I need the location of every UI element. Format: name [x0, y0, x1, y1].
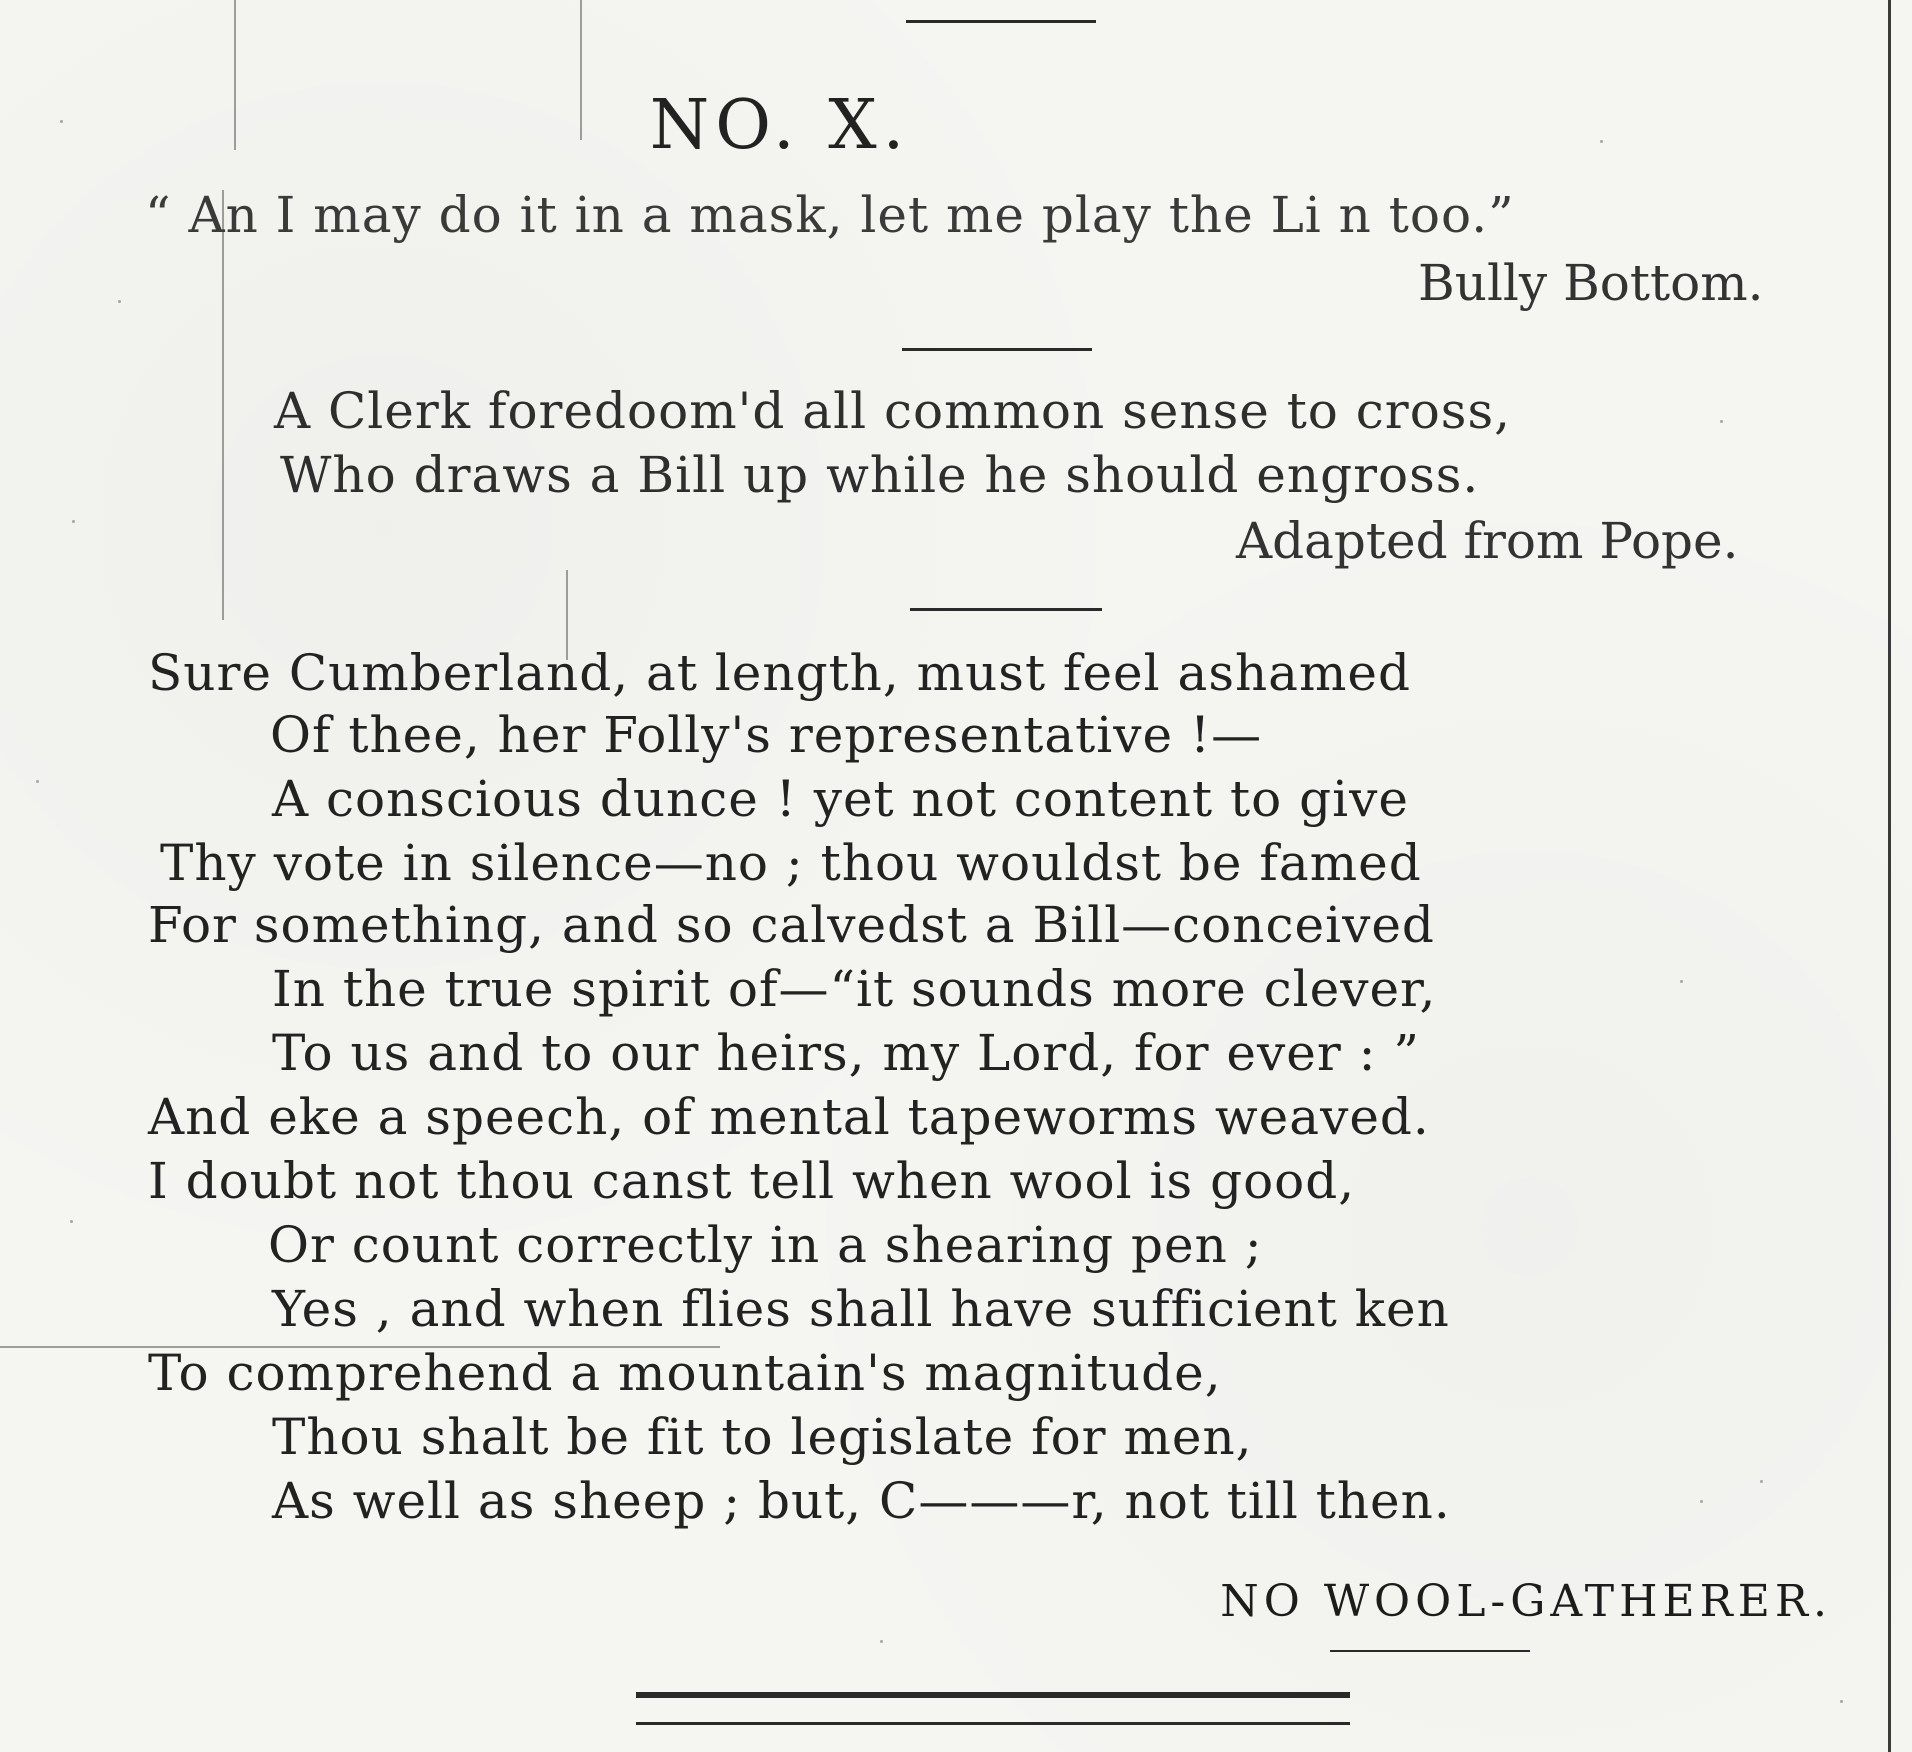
poem-line: Yes , and when flies shall have sufficient ken — [272, 1280, 1450, 1338]
print-speck — [118, 300, 121, 303]
page-title: NO. X. — [649, 86, 911, 165]
poem-line: Sure Cumberland, at length, must feel ashamed — [148, 644, 1411, 702]
print-speck — [1840, 1700, 1843, 1703]
print-speck — [1700, 1500, 1703, 1503]
print-speck — [880, 1640, 883, 1643]
print-speck — [60, 120, 63, 123]
print-speck — [1680, 980, 1683, 983]
poem-line: To us and to our heirs, my Lord, for ever : ” — [272, 1024, 1420, 1082]
poem-line: A conscious dunce ! yet not content to give — [272, 770, 1409, 828]
print-speck — [1720, 420, 1723, 423]
epigraph-attribution: Adapted from Pope. — [1236, 512, 1739, 570]
print-speck — [1760, 1480, 1763, 1483]
poem-line: Thy vote in silence—no ; thou wouldst be famed — [160, 834, 1422, 892]
poem-line: Or count correctly in a shearing pen ; — [268, 1216, 1263, 1274]
motto-attribution: Bully Bottom. — [1418, 254, 1764, 312]
poem-line: Thou shalt be fit to legislate for men, — [272, 1408, 1253, 1466]
bottom-rule-thin — [636, 1722, 1350, 1725]
print-speck — [70, 1220, 73, 1223]
divider-rule-1 — [902, 348, 1092, 351]
fold-line-vertical-left-lower — [222, 190, 224, 620]
motto-quote: “ An I may do it in a mask, let me play the Li n too.” — [145, 186, 1515, 244]
epigraph-line-1: A Clerk foredoom'd all common sense to cross, — [274, 382, 1512, 440]
top-rule — [906, 20, 1096, 23]
print-speck — [1600, 140, 1603, 143]
poem-line: For something, and so calvedst a Bill—conceived — [148, 896, 1435, 954]
bottom-rule-thick — [636, 1692, 1350, 1698]
poem-line: Of thee, her Folly's representative !— — [270, 706, 1263, 764]
signature: NO WOOL-GATHERER. — [1220, 1576, 1832, 1627]
poem-line: In the true spirit of—“it sounds more clever, — [272, 960, 1437, 1018]
poem-line: To comprehend a mountain's magnitude, — [148, 1344, 1222, 1402]
poem-line: As well as sheep ; but, C———r, not till then. — [272, 1472, 1451, 1530]
print-speck — [36, 780, 39, 783]
signature-underline — [1330, 1650, 1530, 1652]
poem-line: I doubt not thou canst tell when wool is good, — [148, 1152, 1356, 1210]
divider-rule-2 — [910, 608, 1102, 611]
epigraph-line-2: Who draws a Bill up while he should engross. — [280, 446, 1480, 504]
poem-line: And eke a speech, of mental tapeworms weaved. — [148, 1088, 1430, 1146]
column-border-right — [1888, 0, 1891, 1752]
print-speck — [72, 520, 75, 523]
